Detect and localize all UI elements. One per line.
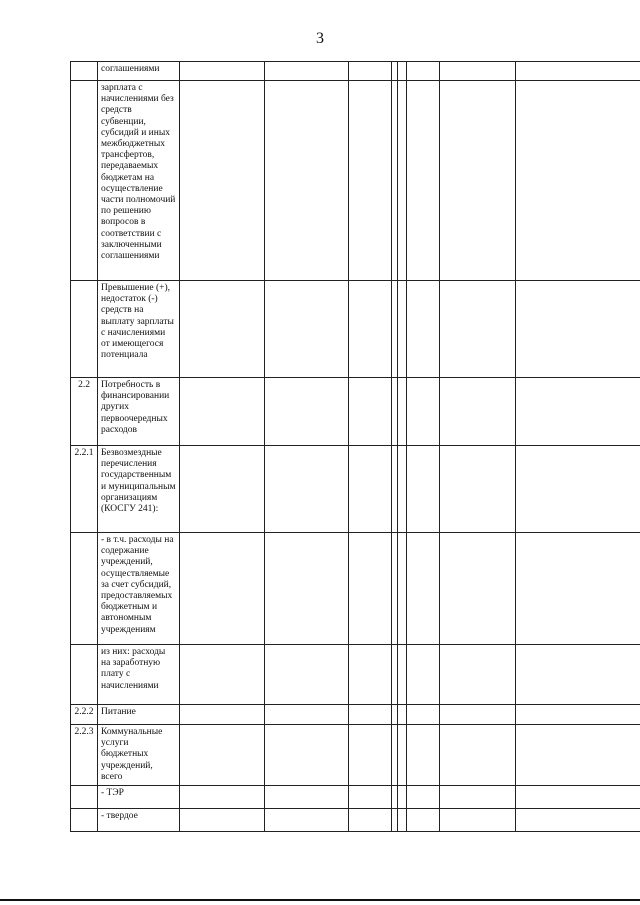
empty-cell xyxy=(407,446,440,533)
empty-cell xyxy=(440,378,516,446)
empty-cell xyxy=(516,645,640,705)
row-label: зарплата с начислениями без средств субвенции, субсидий и иных межбюджетных трансфертов, передаваемых бюджетам на осуществление части полномочий по решению вопросов в соответствии с заключенными соглашениями xyxy=(98,81,180,281)
empty-cell xyxy=(265,645,349,705)
table-row xyxy=(71,645,640,705)
empty-cell xyxy=(398,378,407,446)
empty-cell xyxy=(407,809,440,832)
row-label: соглашениями xyxy=(98,62,180,81)
empty-cell xyxy=(265,446,349,533)
empty-cell xyxy=(349,645,392,705)
row-label: - ТЭР xyxy=(98,786,180,809)
empty-cell xyxy=(180,705,265,725)
empty-cell xyxy=(398,281,407,378)
empty-cell xyxy=(398,725,407,786)
row-number xyxy=(71,809,98,832)
empty-cell xyxy=(516,705,640,725)
empty-cell xyxy=(265,705,349,725)
row-number: 2.2.3 xyxy=(71,725,98,786)
table-row xyxy=(71,281,640,378)
empty-cell xyxy=(516,809,640,832)
empty-cell xyxy=(349,281,392,378)
empty-cell xyxy=(440,446,516,533)
empty-cell xyxy=(180,786,265,809)
row-label: Потребность в финансировании других первоочередных расходов xyxy=(98,378,180,446)
empty-cell xyxy=(407,281,440,378)
empty-cell xyxy=(440,705,516,725)
empty-cell xyxy=(265,378,349,446)
empty-cell xyxy=(349,446,392,533)
empty-cell xyxy=(440,725,516,786)
empty-cell xyxy=(265,533,349,645)
empty-cell xyxy=(516,62,640,81)
empty-cell xyxy=(516,378,640,446)
table-row xyxy=(71,725,640,786)
table-row xyxy=(71,81,640,281)
row-label: - твердое xyxy=(98,809,180,832)
empty-cell xyxy=(440,281,516,378)
empty-cell xyxy=(180,62,265,81)
empty-cell xyxy=(440,62,516,81)
empty-cell xyxy=(516,725,640,786)
row-number: 2.2.1 xyxy=(71,446,98,533)
empty-cell xyxy=(349,81,392,281)
empty-cell xyxy=(398,645,407,705)
table-row xyxy=(71,705,640,725)
empty-cell xyxy=(407,705,440,725)
row-label: Превышение (+), недостаток (-) средств на выплату зарплаты с начислениями от имеющегося потенциала xyxy=(98,281,180,378)
empty-cell xyxy=(398,62,407,81)
empty-cell xyxy=(516,81,640,281)
row-number xyxy=(71,81,98,281)
page-number: 3 xyxy=(316,30,324,47)
row-number: 2.2 xyxy=(71,378,98,446)
empty-cell xyxy=(265,281,349,378)
empty-cell xyxy=(398,533,407,645)
empty-cell xyxy=(407,533,440,645)
empty-cell xyxy=(349,725,392,786)
empty-cell xyxy=(265,81,349,281)
row-label: - в т.ч. расходы на содержание учреждений, осуществляемые за счет субсидий, предоставляемых бюджетным и автономным учреждениям xyxy=(98,533,180,645)
empty-cell xyxy=(440,786,516,809)
empty-cell xyxy=(349,809,392,832)
empty-cell xyxy=(265,786,349,809)
row-label: Питание xyxy=(98,705,180,725)
table-row xyxy=(71,62,640,81)
row-number xyxy=(71,786,98,809)
empty-cell xyxy=(440,533,516,645)
table-row xyxy=(71,378,640,446)
empty-cell xyxy=(180,446,265,533)
empty-cell xyxy=(407,81,440,281)
empty-cell xyxy=(265,809,349,832)
row-number: 2.2.2 xyxy=(71,705,98,725)
bottom-rule xyxy=(0,899,640,901)
empty-cell xyxy=(440,809,516,832)
empty-cell xyxy=(180,81,265,281)
empty-cell xyxy=(349,62,392,81)
empty-cell xyxy=(265,62,349,81)
empty-cell xyxy=(407,62,440,81)
table-row xyxy=(71,533,640,645)
empty-cell xyxy=(407,725,440,786)
empty-cell xyxy=(180,725,265,786)
table-row xyxy=(71,809,640,832)
row-number xyxy=(71,62,98,81)
empty-cell xyxy=(398,446,407,533)
empty-cell xyxy=(180,645,265,705)
empty-cell xyxy=(516,446,640,533)
row-number xyxy=(71,645,98,705)
row-number xyxy=(71,533,98,645)
empty-cell xyxy=(407,786,440,809)
empty-cell xyxy=(407,645,440,705)
empty-cell xyxy=(349,705,392,725)
row-number xyxy=(71,281,98,378)
empty-cell xyxy=(349,786,392,809)
empty-cell xyxy=(407,378,440,446)
empty-cell xyxy=(440,81,516,281)
empty-cell xyxy=(180,809,265,832)
empty-cell xyxy=(265,725,349,786)
empty-cell xyxy=(180,281,265,378)
empty-cell xyxy=(398,786,407,809)
table-row xyxy=(71,446,640,533)
table-row xyxy=(71,786,640,809)
empty-cell xyxy=(398,809,407,832)
row-label: Безвозмездные перечисления государственным и муниципальным организациям (КОСГУ 241): xyxy=(98,446,180,533)
empty-cell xyxy=(398,705,407,725)
budget-table xyxy=(70,61,640,832)
empty-cell xyxy=(180,378,265,446)
empty-cell xyxy=(349,378,392,446)
empty-cell xyxy=(180,533,265,645)
empty-cell xyxy=(516,786,640,809)
row-label: Коммунальные услуги бюджетных учреждений, всего xyxy=(98,725,180,786)
row-label: из них: расходы на заработную плату с начислениями xyxy=(98,645,180,705)
empty-cell xyxy=(516,533,640,645)
empty-cell xyxy=(440,645,516,705)
empty-cell xyxy=(349,533,392,645)
empty-cell xyxy=(516,281,640,378)
empty-cell xyxy=(398,81,407,281)
